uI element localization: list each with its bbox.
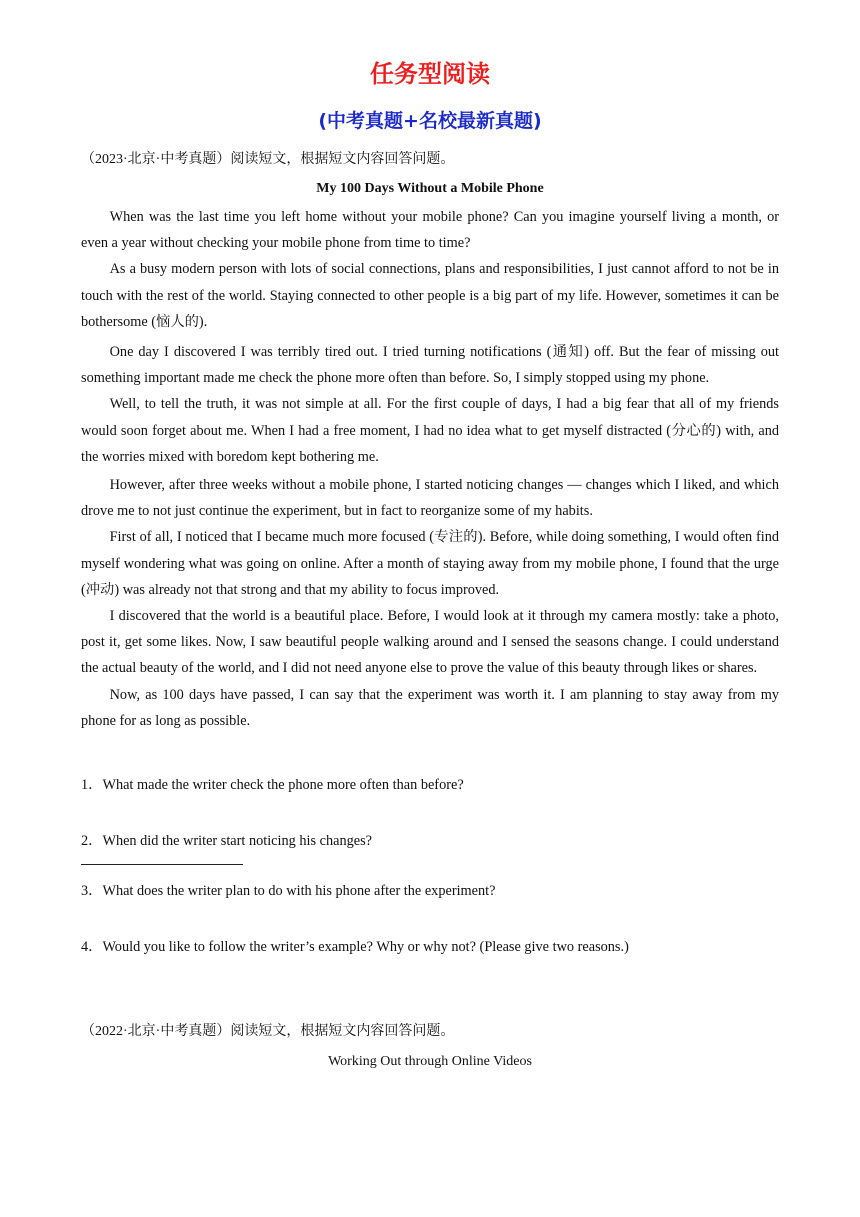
paragraph-6: First of all, I noticed that I became much more focused (专注的). Before, while doing something, I would often find myself wondering what was going on online. After a month of staying away from my mobile phone, I found that the urge (冲动) was already not that strong and that my ability to focus improved. (81, 529, 779, 598)
question-2: 2．When did the writer start noticing his changes? (81, 833, 373, 849)
section-1-source: （2023·北京·中考真题）阅读短文，根据短文内容回答问题。 (81, 152, 455, 167)
answer-space-1 (81, 798, 779, 828)
page-title: 任务型阅读 (370, 60, 490, 88)
question-4: 4．Would you like to follow the writer’s example? Why or why not? (Please give two reasons.) (81, 939, 629, 955)
paragraph-7: I discovered that the world is a beautiful place. Before, I would look at it through my camera mostly: take a photo, post it, get some likes. Now, I saw beautiful people walking around and I sensed the seasons change. I could understand the actual beauty of the world, and I did not need anyone else to prove the value of this beauty through likes or shares. (81, 608, 779, 677)
section-2-source: （2022·北京·中考真题）阅读短文，根据短文内容回答问题。 (81, 1024, 455, 1039)
answer-space-2 (81, 854, 779, 864)
paragraph-2: As a busy modern person with lots of social connections, plans and responsibilities, I just cannot afford to not be in touch with the rest of the world. Staying connected to other people is a big part of my life. However, sometimes it can be bothersome (恼人的). (81, 261, 779, 330)
paragraph-4: Well, to tell the truth, it was not simple at all. For the first couple of days, I had a big fear that all of my friends would soon forget about me. When I had a free moment, I had no idea what to get myself distracted (分心的) with, and the worries mixed with boredom kept bothering me. (81, 396, 779, 465)
section-1-article-title: My 100 Days Without a Mobile Phone (316, 181, 544, 196)
paragraph-5: However, after three weeks without a mobile phone, I started noticing changes — changes which I liked, and which drove me to not just continue the experiment, but in fact to reorganize some of my habits. (81, 477, 779, 520)
question-1: 1．What made the writer check the phone more often than before? (81, 777, 464, 793)
answer-space-3 (81, 904, 779, 934)
paragraph-3: One day I discovered I was terribly tired out. I tried turning notifications (通知) off. But the fear of missing out something important made me check the phone more often than before. So, I simply stopped using my phone. (81, 344, 779, 387)
paragraph-8: Now, as 100 days have passed, I can say that the experiment was worth it. I am planning to stay away from my phone for as long as possible. (81, 686, 779, 729)
questions-list (81, 772, 779, 960)
article-body (81, 204, 779, 734)
page-subtitle: (中考真题+名校最新真题) (318, 110, 542, 132)
section-2-article-title: Working Out through Online Videos (328, 1054, 532, 1069)
paragraph-1: When was the last time you left home without your mobile phone? Can you imagine yourself living a month, or even a year without checking your mobile phone from time to time? (81, 209, 779, 252)
question-3: 3．What does the writer plan to do with his phone after the experiment? (81, 883, 496, 899)
